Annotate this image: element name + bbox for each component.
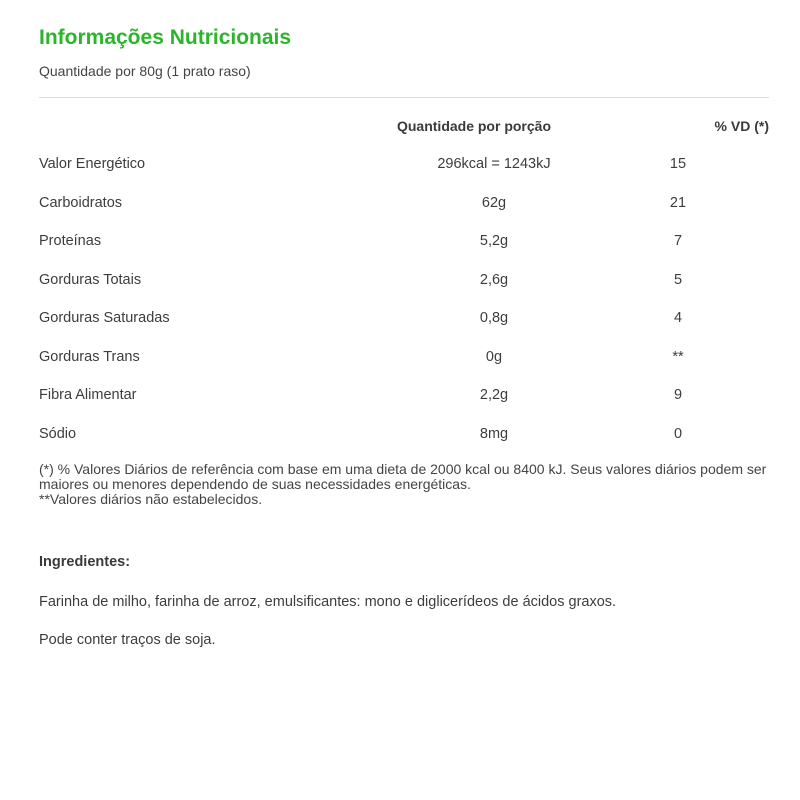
- table-row: [39, 310, 769, 349]
- table-row: [39, 195, 769, 234]
- allergen-warning: Pode conter traços de soja.: [39, 632, 216, 648]
- nutrient-amount: 5,2g: [479, 233, 509, 249]
- nutrient-amount: 62g: [481, 194, 507, 211]
- nutrient-amount: 8mg: [479, 425, 509, 442]
- table-row: [39, 156, 769, 195]
- nutrient-vd: 9: [673, 387, 683, 403]
- serving-size: Quantidade por 80g (1 prato raso): [39, 63, 251, 79]
- footnote-not-established: **Valores diários não estabelecidos.: [39, 491, 263, 507]
- footnote-daily-values: (*) % Valores Diários de referência com base em uma dieta de 2000 kcal ou 8400 kJ. Seus valores diários podem ser maiores ou menores dependendo de suas necessidades energéticas.: [39, 461, 767, 492]
- nutrient-label: Gorduras Saturadas: [39, 310, 170, 326]
- ingredients-list: Farinha de milho, farinha de arroz, emulsificantes: mono e diglicerídeos de ácidos graxos.: [39, 594, 617, 610]
- nutrient-label: Gorduras Totais: [39, 271, 142, 288]
- table-row: [39, 272, 769, 311]
- table-body: [39, 156, 769, 464]
- divider: [39, 97, 769, 98]
- nutrient-amount: 296kcal = 1243kJ: [437, 156, 551, 172]
- table-row: [39, 233, 769, 272]
- nutrient-amount: 2,2g: [479, 387, 509, 403]
- nutrient-label: Gorduras Trans: [39, 348, 140, 365]
- nutrient-vd: 0: [673, 425, 683, 442]
- nutrient-vd: **: [672, 348, 684, 365]
- table-row: [39, 387, 769, 426]
- page-title: Informações Nutricionais: [39, 26, 292, 49]
- nutrient-amount: 0g: [485, 348, 503, 365]
- nutrient-vd: 7: [673, 233, 683, 249]
- nutrient-label: Valor Energético: [39, 156, 146, 172]
- nutrient-label: Sódio: [39, 425, 77, 442]
- column-header-vd: % VD (*): [714, 118, 769, 134]
- nutrient-vd: 15: [669, 156, 687, 172]
- nutrient-vd: 5: [673, 271, 683, 288]
- nutrient-vd: 4: [673, 310, 683, 326]
- nutrient-label: Proteínas: [39, 233, 102, 249]
- table-row: [39, 349, 769, 388]
- table-header: [39, 118, 769, 140]
- nutrition-panel: [39, 24, 769, 648]
- nutrient-label: Fibra Alimentar: [39, 387, 137, 403]
- column-header-amount: Quantidade por porção: [396, 118, 551, 134]
- ingredients-heading: Ingredientes:: [39, 554, 131, 570]
- nutrition-table: [39, 118, 769, 442]
- table-row: [39, 426, 769, 465]
- nutrient-vd: 21: [669, 194, 687, 211]
- nutrient-amount: 0,8g: [479, 310, 509, 326]
- nutrient-label: Carboidratos: [39, 194, 123, 211]
- footnote: [39, 462, 769, 507]
- nutrient-amount: 2,6g: [479, 271, 509, 288]
